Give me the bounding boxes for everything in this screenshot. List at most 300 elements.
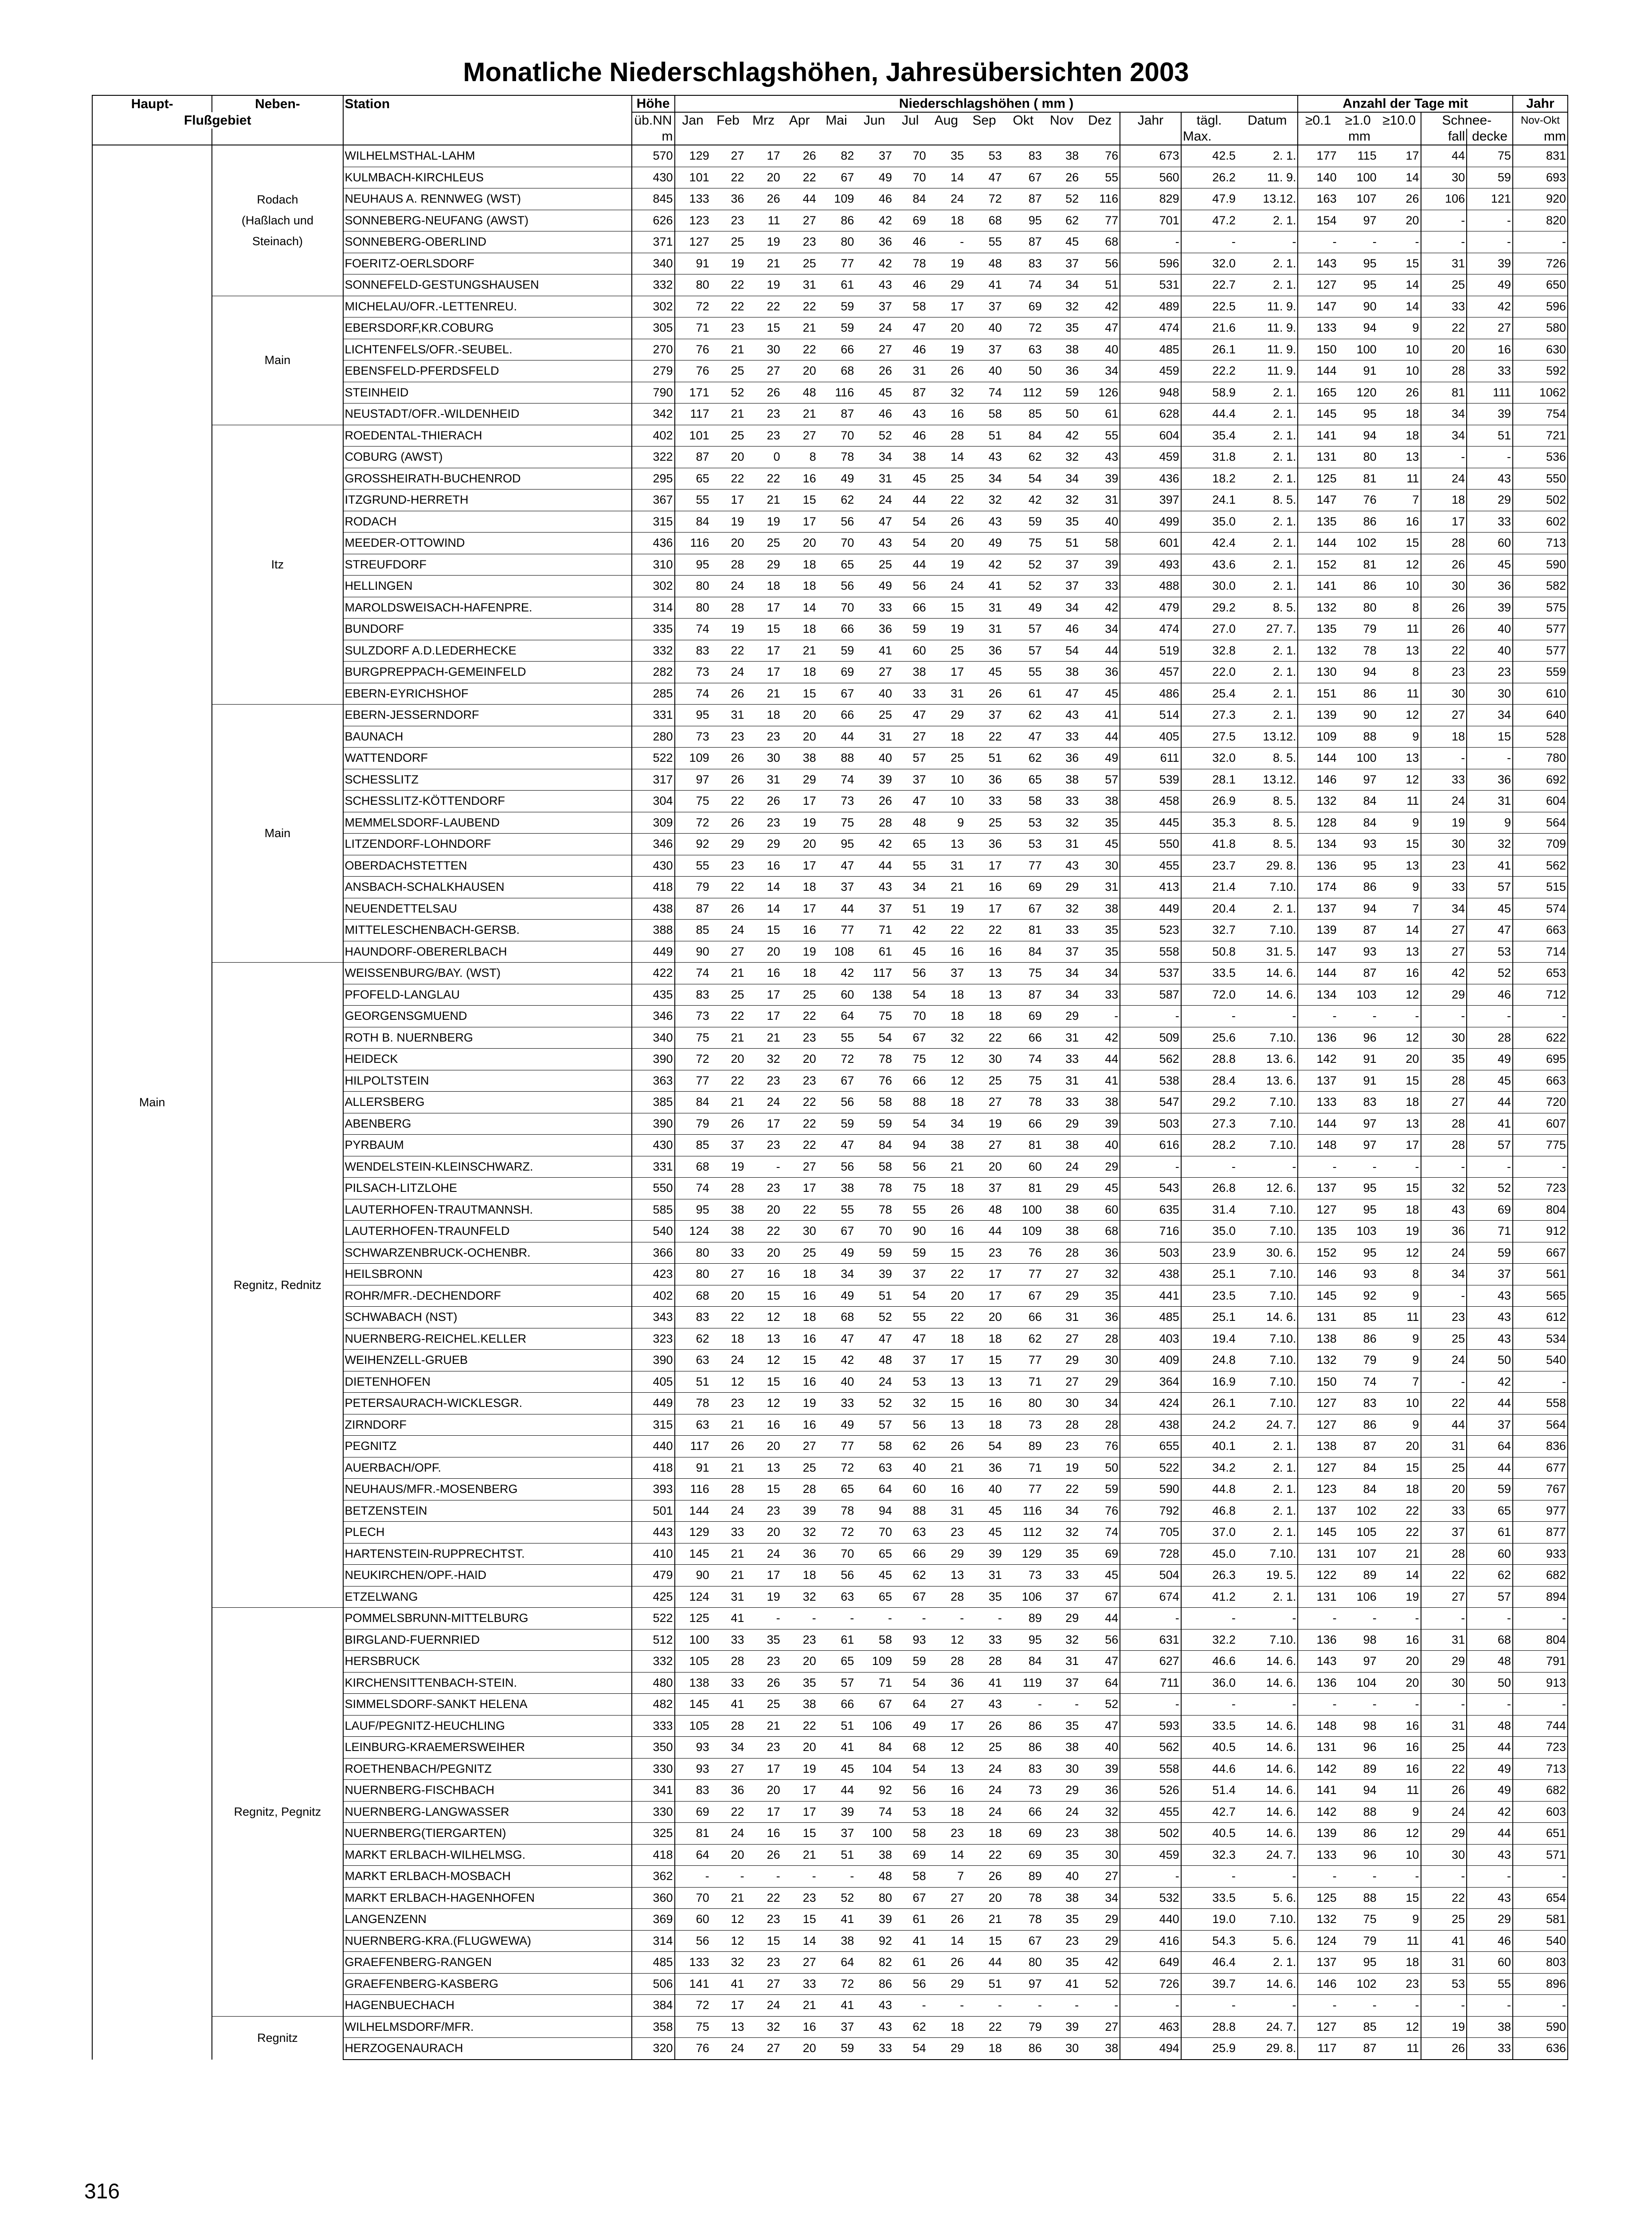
- snow-days: 26: [1421, 619, 1467, 640]
- station-name: HEILSBRONN: [343, 1264, 632, 1285]
- year-total: 441: [1120, 1285, 1181, 1307]
- day-count: 132: [1298, 640, 1338, 662]
- day-count: 133: [1298, 1092, 1338, 1113]
- month-value: 56: [893, 1780, 928, 1802]
- month-value: 27: [1043, 1264, 1080, 1285]
- month-value: 76: [675, 2038, 711, 2060]
- month-value: 42: [1003, 490, 1043, 511]
- station-name: MEMMELSDORF-LAUBEND: [343, 812, 632, 834]
- station-height: 482: [632, 1694, 675, 1716]
- month-value: 37: [1043, 253, 1080, 274]
- month-value: 28: [711, 554, 746, 576]
- month-value: 24: [711, 920, 746, 941]
- month-value: 36: [1080, 1242, 1120, 1264]
- max-date: 2. 1.: [1237, 253, 1298, 274]
- day-count: 9: [1378, 1285, 1421, 1307]
- month-value: -: [1003, 1694, 1043, 1716]
- month-value: 89: [1003, 1866, 1043, 1888]
- station-height: 540: [632, 1221, 675, 1242]
- hydro-year-total: -: [1513, 1995, 1568, 2017]
- day-count: -: [1378, 1866, 1421, 1888]
- station-name: NEUSTADT/OFR.-WILDENHEID: [343, 403, 632, 425]
- month-value: 123: [675, 210, 711, 231]
- month-value: 25: [745, 533, 781, 554]
- day-count: 20: [1378, 1049, 1421, 1070]
- day-count: 134: [1298, 984, 1338, 1006]
- month-value: 43: [1043, 705, 1080, 726]
- month-value: 38: [893, 662, 928, 683]
- max-date: 5. 6.: [1237, 1930, 1298, 1952]
- day-count: 97: [1338, 1651, 1378, 1673]
- month-value: 41: [818, 1737, 856, 1759]
- month-value: 138: [855, 984, 893, 1006]
- month-value: 76: [675, 360, 711, 382]
- daily-max: 27.0: [1181, 619, 1237, 640]
- year-total: -: [1120, 1006, 1181, 1027]
- header-jahr2: Jahr: [1513, 95, 1568, 112]
- station-name: BAUNACH: [343, 726, 632, 748]
- day-count: 93: [1338, 941, 1378, 963]
- month-value: 17: [745, 984, 781, 1006]
- snow-days: 31: [1467, 791, 1513, 812]
- day-count: 16: [1378, 1758, 1421, 1780]
- month-value: 55: [1080, 425, 1120, 447]
- month-value: 20: [782, 360, 818, 382]
- month-value: 68: [818, 1307, 856, 1328]
- month-value: 68: [675, 1285, 711, 1307]
- daily-max: 22.5: [1181, 296, 1237, 317]
- month-value: 41: [711, 1608, 746, 1629]
- day-count: 95: [1338, 403, 1378, 425]
- station-name: MICHELAU/OFR.-LETTENREU.: [343, 296, 632, 317]
- day-count: 18: [1378, 1092, 1421, 1113]
- daily-max: 32.0: [1181, 253, 1237, 274]
- month-value: 36: [1080, 1307, 1120, 1328]
- month-value: 46: [893, 339, 928, 360]
- day-count: 7: [1378, 1371, 1421, 1393]
- month-value: 17: [745, 145, 781, 167]
- max-date: 8. 5.: [1237, 490, 1298, 511]
- day-count: 84: [1338, 812, 1378, 834]
- month-value: 81: [675, 1823, 711, 1845]
- hydro-year-total: 622: [1513, 1027, 1568, 1049]
- max-date: 30. 6.: [1237, 1242, 1298, 1264]
- snow-days: 49: [1467, 1049, 1513, 1070]
- month-value: 33: [711, 1242, 746, 1264]
- month-value: 29: [927, 705, 965, 726]
- month-value: 36: [711, 1780, 746, 1802]
- precipitation-table: [92, 95, 1568, 2060]
- station-name: EBENSFELD-PFERDSFELD: [343, 360, 632, 382]
- month-value: 63: [893, 1522, 928, 1543]
- max-date: 7.10.: [1237, 1135, 1298, 1156]
- snow-days: 23: [1467, 662, 1513, 683]
- station-name: STREUFDORF: [343, 554, 632, 576]
- hydro-year-total: 650: [1513, 274, 1568, 296]
- day-count: 139: [1298, 920, 1338, 941]
- month-value: 41: [818, 1909, 856, 1931]
- month-value: 43: [893, 403, 928, 425]
- month-value: 14: [927, 447, 965, 468]
- hydro-year-total: 720: [1513, 1092, 1568, 1113]
- daily-max: 21.6: [1181, 317, 1237, 339]
- month-value: 25: [855, 705, 893, 726]
- month-value: 78: [1003, 1887, 1043, 1909]
- daily-max: 29.2: [1181, 597, 1237, 619]
- month-value: 56: [893, 1414, 928, 1436]
- month-value: 12: [711, 1930, 746, 1952]
- snow-days: 111: [1467, 382, 1513, 403]
- day-count: 11: [1378, 2038, 1421, 2060]
- month-value: 52: [855, 1393, 893, 1414]
- month-value: 87: [893, 382, 928, 403]
- max-date: 14. 6.: [1237, 1973, 1298, 1995]
- snow-days: -: [1421, 1371, 1467, 1393]
- month-value: 56: [1080, 1629, 1120, 1651]
- day-count: 90: [1338, 296, 1378, 317]
- day-count: 152: [1298, 1242, 1338, 1264]
- day-count: 10: [1378, 1393, 1421, 1414]
- month-value: 83: [675, 1780, 711, 1802]
- day-count: -: [1298, 1694, 1338, 1716]
- month-value: 90: [893, 1221, 928, 1242]
- station-height: 280: [632, 726, 675, 748]
- day-count: 137: [1298, 1178, 1338, 1199]
- month-value: 41: [818, 1995, 856, 2017]
- month-value: 22: [965, 1027, 1003, 1049]
- month-value: 34: [1043, 597, 1080, 619]
- snow-days: 40: [1467, 640, 1513, 662]
- month-value: 56: [818, 1092, 856, 1113]
- month-value: 32: [927, 382, 965, 403]
- max-date: 2. 1.: [1237, 1522, 1298, 1543]
- month-value: 70: [818, 425, 856, 447]
- daily-max: 27.3: [1181, 705, 1237, 726]
- daily-max: 35.0: [1181, 1221, 1237, 1242]
- max-date: 7.10.: [1237, 1629, 1298, 1651]
- station-height: 282: [632, 662, 675, 683]
- month-value: 74: [675, 683, 711, 705]
- month-value: 34: [1043, 1500, 1080, 1522]
- month-value: 26: [927, 1909, 965, 1931]
- year-total: 560: [1120, 167, 1181, 188]
- daily-max: 31.4: [1181, 1199, 1237, 1221]
- month-value: 23: [782, 1027, 818, 1049]
- year-total: 948: [1120, 382, 1181, 403]
- month-value: 145: [675, 1543, 711, 1565]
- month-value: 28: [711, 1715, 746, 1737]
- month-header: Aug: [927, 112, 965, 129]
- snow-days: 39: [1467, 403, 1513, 425]
- month-value: 21: [711, 1027, 746, 1049]
- month-value: 76: [1080, 145, 1120, 167]
- month-value: 171: [675, 382, 711, 403]
- station-height: 310: [632, 554, 675, 576]
- month-value: 21: [711, 1565, 746, 1586]
- hydro-year-total: 709: [1513, 834, 1568, 855]
- snow-days: 25: [1421, 1328, 1467, 1350]
- station-name: ROEDENTAL-THIERACH: [343, 425, 632, 447]
- day-count: 10: [1378, 576, 1421, 597]
- day-count: 16: [1378, 963, 1421, 984]
- month-value: 31: [927, 1500, 965, 1522]
- month-value: 29: [745, 554, 781, 576]
- year-total: -: [1120, 231, 1181, 253]
- hydro-year-total: 561: [1513, 1264, 1568, 1285]
- day-count: 102: [1338, 1973, 1378, 1995]
- month-value: -: [1043, 1995, 1080, 2017]
- month-value: 62: [818, 490, 856, 511]
- station-height: 295: [632, 468, 675, 490]
- month-value: 74: [675, 963, 711, 984]
- snow-days: 81: [1421, 382, 1467, 403]
- max-date: 13. 6.: [1237, 1049, 1298, 1070]
- month-value: 16: [745, 1264, 781, 1285]
- day-count: -: [1298, 1006, 1338, 1027]
- max-date: 2. 1.: [1237, 1436, 1298, 1457]
- month-value: 20: [927, 533, 965, 554]
- month-value: 20: [965, 1887, 1003, 1909]
- year-total: 531: [1120, 274, 1181, 296]
- month-value: 54: [893, 984, 928, 1006]
- month-value: 20: [745, 1522, 781, 1543]
- day-count: 100: [1338, 167, 1378, 188]
- day-count: 145: [1298, 1522, 1338, 1543]
- month-value: 42: [1080, 296, 1120, 317]
- month-value: 51: [1080, 274, 1120, 296]
- station-height: 314: [632, 1930, 675, 1952]
- month-value: 54: [893, 1758, 928, 1780]
- month-value: 127: [675, 231, 711, 253]
- month-value: 37: [965, 705, 1003, 726]
- day-count: -: [1378, 1156, 1421, 1178]
- snow-days: 30: [1421, 683, 1467, 705]
- day-count: 9: [1378, 1801, 1421, 1823]
- daily-max: 40.5: [1181, 1737, 1237, 1759]
- year-total: 485: [1120, 1307, 1181, 1328]
- month-value: 30: [1080, 1350, 1120, 1371]
- day-count: 124: [1298, 1930, 1338, 1952]
- month-value: 55: [893, 1199, 928, 1221]
- month-value: 15: [927, 597, 965, 619]
- month-value: 49: [818, 468, 856, 490]
- month-value: 47: [1080, 1651, 1120, 1673]
- month-value: 19: [782, 812, 818, 834]
- year-total: 474: [1120, 619, 1181, 640]
- snow-days: 24: [1421, 1801, 1467, 1823]
- day-count: 76: [1338, 490, 1378, 511]
- month-value: 35: [1043, 1543, 1080, 1565]
- day-count: 174: [1298, 877, 1338, 898]
- max-date: 27. 7.: [1237, 619, 1298, 640]
- month-value: 23: [965, 1242, 1003, 1264]
- station-height: 405: [632, 1371, 675, 1393]
- month-value: 29: [1043, 1608, 1080, 1629]
- snow-days: 27: [1421, 1092, 1467, 1113]
- month-value: 12: [927, 1070, 965, 1092]
- month-value: 18: [965, 1414, 1003, 1436]
- snow-days: 28: [1421, 1070, 1467, 1092]
- month-value: 37: [965, 339, 1003, 360]
- month-value: 109: [675, 748, 711, 769]
- day-count: 13: [1378, 941, 1421, 963]
- month-value: 36: [855, 619, 893, 640]
- month-value: 28: [782, 1479, 818, 1500]
- daily-max: 26.1: [1181, 1393, 1237, 1414]
- month-value: 7: [927, 1866, 965, 1888]
- month-value: 24: [965, 1780, 1003, 1802]
- month-value: 42: [965, 554, 1003, 576]
- day-count: 148: [1298, 1715, 1338, 1737]
- max-date: 11. 9.: [1237, 360, 1298, 382]
- month-value: 29: [1080, 1371, 1120, 1393]
- daily-max: 19.4: [1181, 1328, 1237, 1350]
- day-count: 154: [1298, 210, 1338, 231]
- max-date: 2. 1.: [1237, 576, 1298, 597]
- month-value: 62: [893, 2016, 928, 2038]
- snow-days: 27: [1421, 705, 1467, 726]
- month-value: 18: [782, 1264, 818, 1285]
- month-value: 22: [965, 726, 1003, 748]
- month-value: 34: [1080, 360, 1120, 382]
- month-value: 22: [745, 1887, 781, 1909]
- month-value: 40: [965, 360, 1003, 382]
- station-height: 422: [632, 963, 675, 984]
- day-count: 78: [1338, 640, 1378, 662]
- day-count: 135: [1298, 1221, 1338, 1242]
- month-value: 92: [855, 1930, 893, 1952]
- month-value: 12: [927, 1629, 965, 1651]
- month-value: -: [782, 1608, 818, 1629]
- station-name: STEINHEID: [343, 382, 632, 403]
- month-value: 18: [782, 1565, 818, 1586]
- max-date: 2. 1.: [1237, 640, 1298, 662]
- month-value: 45: [1080, 834, 1120, 855]
- snow-days: 61: [1467, 1522, 1513, 1543]
- day-count: 20: [1378, 1436, 1421, 1457]
- month-value: 73: [818, 791, 856, 812]
- snow-days: 43: [1467, 1844, 1513, 1866]
- day-count: 83: [1338, 1393, 1378, 1414]
- month-value: 40: [818, 1371, 856, 1393]
- year-total: 562: [1120, 1737, 1181, 1759]
- month-value: 59: [855, 1113, 893, 1135]
- max-date: 29. 8.: [1237, 855, 1298, 877]
- month-value: 41: [855, 640, 893, 662]
- snow-days: 22: [1421, 1758, 1467, 1780]
- day-count: 145: [1298, 1285, 1338, 1307]
- hydro-year-total: 640: [1513, 705, 1568, 726]
- month-value: 59: [893, 1651, 928, 1673]
- month-value: 27: [782, 425, 818, 447]
- hydro-year-total: -: [1513, 1866, 1568, 1888]
- snow-days: 36: [1421, 1221, 1467, 1242]
- hydro-year-total: 780: [1513, 748, 1568, 769]
- snow-days: -: [1467, 210, 1513, 231]
- month-value: 12: [927, 1049, 965, 1070]
- month-value: 34: [1043, 274, 1080, 296]
- month-value: 10: [927, 769, 965, 791]
- hydro-year-total: 604: [1513, 791, 1568, 812]
- month-value: 33: [1043, 1049, 1080, 1070]
- month-value: 27: [927, 1887, 965, 1909]
- month-value: 68: [818, 360, 856, 382]
- month-value: 56: [893, 576, 928, 597]
- month-value: 28: [927, 1651, 965, 1673]
- month-value: 97: [675, 769, 711, 791]
- snow-days: 48: [1467, 1651, 1513, 1673]
- month-value: 30: [745, 339, 781, 360]
- month-value: 57: [855, 1414, 893, 1436]
- station-height: 270: [632, 339, 675, 360]
- month-value: 48: [965, 1199, 1003, 1221]
- month-value: 41: [965, 274, 1003, 296]
- month-value: 28: [1080, 1328, 1120, 1350]
- month-value: 23: [745, 1909, 781, 1931]
- month-value: 20: [745, 1199, 781, 1221]
- snow-days: 20: [1421, 339, 1467, 360]
- day-count: 100: [1338, 748, 1378, 769]
- year-total: 459: [1120, 447, 1181, 468]
- day-count: 9: [1378, 317, 1421, 339]
- year-total: 728: [1120, 1543, 1181, 1565]
- station-name: ROTH B. NUERNBERG: [343, 1027, 632, 1049]
- month-value: 95: [675, 1199, 711, 1221]
- month-value: 22: [927, 1264, 965, 1285]
- month-value: 112: [1003, 1522, 1043, 1543]
- month-value: 77: [1003, 855, 1043, 877]
- daily-max: 23.5: [1181, 1285, 1237, 1307]
- month-value: -: [965, 1608, 1003, 1629]
- year-total: -: [1120, 1608, 1181, 1629]
- day-count: 117: [1298, 2038, 1338, 2060]
- year-total: 459: [1120, 360, 1181, 382]
- month-value: 87: [675, 898, 711, 920]
- month-value: 18: [782, 619, 818, 640]
- max-date: 24. 7.: [1237, 2016, 1298, 2038]
- month-value: 59: [1003, 511, 1043, 533]
- month-value: 78: [893, 253, 928, 274]
- snow-days: 34: [1421, 403, 1467, 425]
- station-name: MITTELESCHENBACH-GERSB.: [343, 920, 632, 941]
- header-niederschlag: Niederschlagshöhen ( mm ): [675, 95, 1298, 112]
- month-value: -: [745, 1608, 781, 1629]
- month-value: 53: [1003, 812, 1043, 834]
- month-value: -: [745, 1156, 781, 1178]
- month-value: 60: [893, 640, 928, 662]
- month-value: 24: [711, 1500, 746, 1522]
- month-value: 69: [1003, 877, 1043, 898]
- station-name: NEUHAUS/MFR.-MOSENBERG: [343, 1479, 632, 1500]
- month-value: 18: [745, 576, 781, 597]
- month-value: 45: [893, 468, 928, 490]
- month-value: 68: [675, 1156, 711, 1178]
- month-value: 63: [675, 1350, 711, 1371]
- month-value: 21: [711, 963, 746, 984]
- month-value: 13: [927, 1414, 965, 1436]
- snow-days: 42: [1467, 296, 1513, 317]
- month-value: 63: [1003, 339, 1043, 360]
- max-date: 7.10.: [1237, 1221, 1298, 1242]
- station-height: 322: [632, 447, 675, 468]
- snow-days: 39: [1467, 597, 1513, 619]
- snow-days: 44: [1467, 1457, 1513, 1479]
- month-value: 27: [927, 1694, 965, 1716]
- max-date: 7.10.: [1237, 1092, 1298, 1113]
- month-value: 27: [1080, 2016, 1120, 2038]
- day-count: -: [1378, 231, 1421, 253]
- month-value: 15: [927, 1242, 965, 1264]
